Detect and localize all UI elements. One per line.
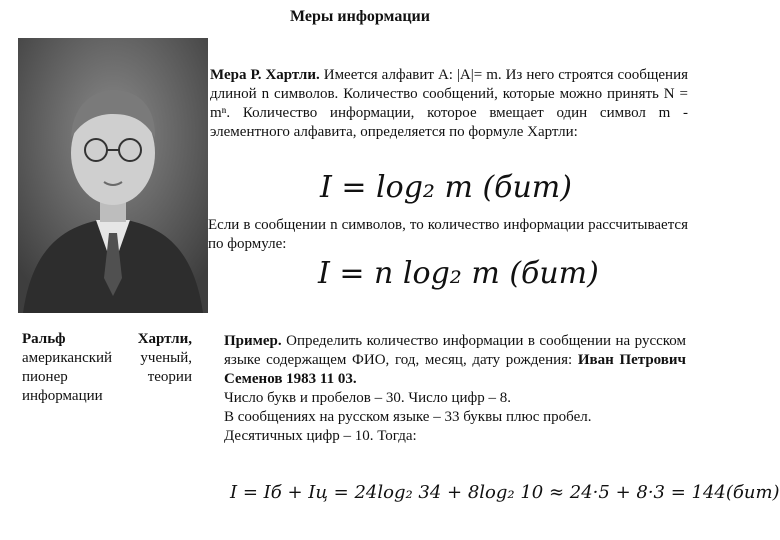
portrait-image xyxy=(18,38,208,313)
example-line-3: В сообщениях на русском языке – 33 буквы плюс пробел. xyxy=(224,409,592,425)
example-person: Иван Петрович Семенов 1983 11 03. xyxy=(224,352,686,387)
example-lead: Пример. xyxy=(224,333,282,349)
portrait-photo xyxy=(18,38,208,313)
example-line-1: Определить количество информации в сообщении на русском языке содержащем ФИО, год, месяц, дату рождения: xyxy=(224,333,686,368)
page-title: Меры информации xyxy=(290,8,430,25)
hartley-text: Имеется алфавит A: |A|= m. Из него строятся сообщения длиной n символов. Количество сообщений, которые можно принять N = mⁿ. Количество информации, которое вмещает один символ m - элементного алфавита, определяется по формуле Хартли: xyxy=(210,67,689,140)
hartley-paragraph xyxy=(210,66,688,142)
example-line-2: Число букв и пробелов – 30. Число цифр – 8. xyxy=(224,390,512,406)
example-paragraph xyxy=(224,332,686,446)
example-formula: I = Iб + Iц = 24log₂ 34 + 8log₂ 10 ≈ 24·5 + 8·3 = 144(бит) xyxy=(230,482,780,503)
hartley-lead: Мера Р. Хартли. xyxy=(210,67,320,83)
example-line-4: Десятичных цифр – 10. Тогда: xyxy=(224,428,417,444)
message-formula: I = n log₂ m (бит) xyxy=(318,256,599,291)
caption-name: Ральф Хартли, xyxy=(22,331,192,347)
hartley-formula: I = log₂ m (бит) xyxy=(320,170,572,205)
photo-caption xyxy=(22,330,192,406)
message-paragraph: Если в сообщении n символов, то количество информации рассчитывается по формуле: xyxy=(208,217,688,252)
caption-text: американский ученый, пионер теории информации xyxy=(22,350,192,404)
